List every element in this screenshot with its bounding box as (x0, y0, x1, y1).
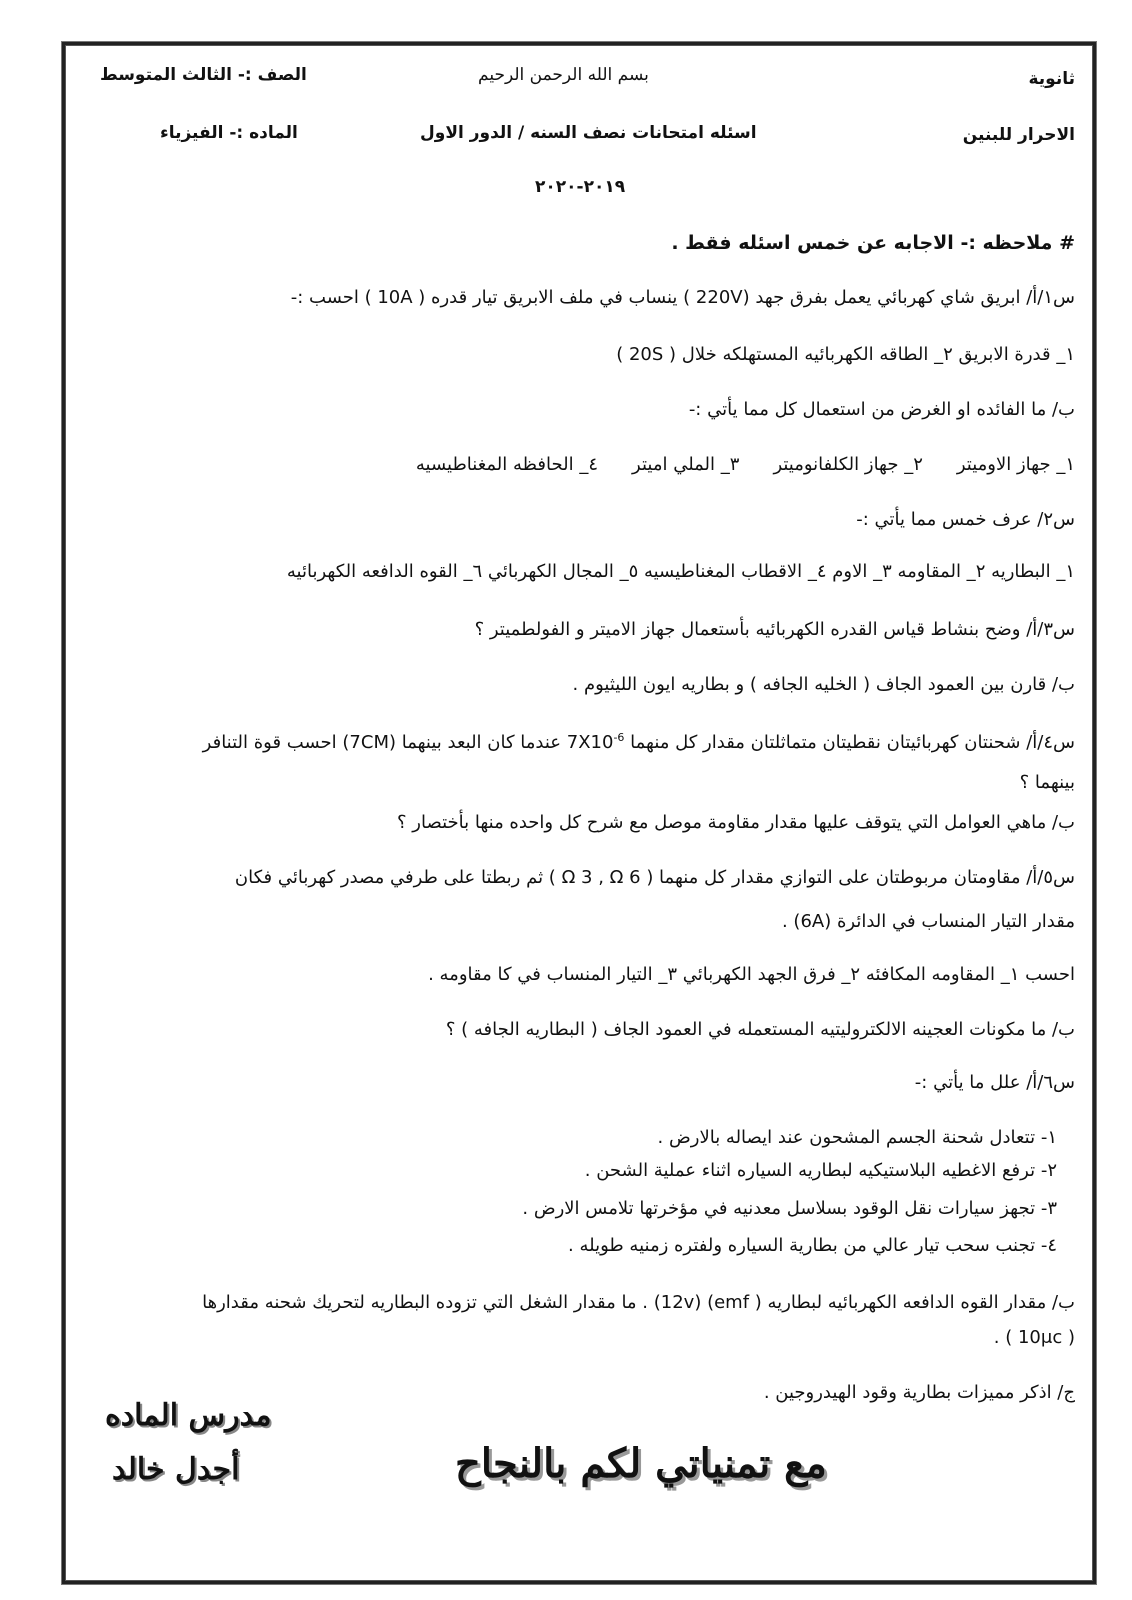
q4-b: ب/ ماهي العوامل التي يتوقف عليها مقدار مقاومة موصل مع شرح كل واحده منها بأختصار ؟ (397, 812, 1075, 833)
q1-a: س١/أ/ ابريق شاي كهربائي يعمل بفرق جهد (220V ) ينساب في ملف الابريق تيار قدره ( 10A ) احسب :- (290, 287, 1075, 308)
q6-b: ب/ مقدار القوه الدافعه الكهربائيه لبطاريه ( emf) (12v) . ما مقدار الشغل التي تزوده البطاريه لتحريك شحنه مقدارها (202, 1292, 1075, 1313)
list-item: ١_ جهاز الاوميتر (956, 454, 1075, 475)
grade-label: الصف :- الثالث المتوسط (100, 65, 307, 85)
teacher-name: أجدل خالد (112, 1452, 240, 1487)
list-item: ١- تتعادل شحنة الجسم المشحون عند ايصاله بالارض . (657, 1127, 1057, 1148)
exam-title: اسئله امتحانات نصف السنه / الدور الاول (420, 123, 757, 143)
charge-base: 7X10 (566, 732, 614, 753)
q2-a: س٢/ عرف خمس مما يأتي :- (856, 509, 1075, 530)
q5-a: س٥/أ/ مقاومتان مربوطتان على التوازي مقدار كل منهما ( Ω 3 , Ω 6 ) ثم ربطتا على طرفي مصدر كهربائي فكان (234, 867, 1075, 888)
q2-items: ١_ البطاريه ٢_ المقاومه ٣_ الاوم ٤_ الاقطاب المغناطيسيه ٥_ المجال الكهربائي ٦_ القوه الدافعه الكهربائيه (286, 561, 1075, 582)
q5-b: ب/ ما مكونات العجينه الالكتروليتيه المستعمله في العمود الجاف ( البطاريه الجافه ) ؟ (445, 1019, 1075, 1040)
q1-b: ب/ ما الفائده او الغرض من استعمال كل مما يأتي :- (688, 399, 1075, 420)
q4-a-cont: بينهما ؟ (1019, 772, 1075, 793)
basmala: بسم الله الرحمن الرحيم (478, 65, 649, 85)
list-item: ٢- ترفع الاغطيه البلاستيكيه لبطاريه السياره اثناء عملية الشحن . (584, 1160, 1057, 1181)
list-item: ٤_ الحافظه المغناطيسيه (415, 454, 599, 475)
charge-value (567, 732, 625, 753)
q3-a: س٣/أ/ وضح بنشاط قياس القدره الكهربائيه بأستعمال جهاز الاميتر و الفولطميتر ؟ (474, 619, 1075, 640)
closing-wish: مع تمنياتي لكم بالنجاح (455, 1440, 827, 1487)
list-item: ٣- تجهز سيارات نقل الوقود بسلاسل معدنيه في مؤخرتها تلامس الارض . (522, 1198, 1057, 1219)
q1-a-items: ١_ قدرة الابريق ٢_ الطاقه الكهربائيه المستهلكه خلال ( 20S ) (616, 344, 1075, 365)
q4-a-text: س٤/أ/ شحنتان كهربائيتان نقطيتان متماثلتان مقدار كل منهما (630, 732, 1075, 753)
q6-b-cont: ( 10μc ) . (993, 1327, 1075, 1348)
list-item: ٢_ جهاز الكلفانوميتر (773, 454, 923, 475)
teacher-title: مدرس الماده (105, 1398, 272, 1433)
q3-b: ب/ قارن بين العمود الجاف ( الخليه الجافه ) و بطاريه ايون الليثيوم . (572, 674, 1075, 695)
exam-year: ٢٠١٩-٢٠٢٠ (535, 177, 626, 197)
list-item: ٤- تجنب سحب تيار عالي من بطارية السياره ولفتره زمنيه طويله . (568, 1235, 1057, 1256)
q6-a: س٦/أ/ علل ما يأتي :- (914, 1072, 1075, 1093)
exam-note: # ملاحظه :- الاجابه عن خمس اسئله فقط . (671, 232, 1075, 254)
q5-calc: احسب ١_ المقاومه المكافئه ٢_ فرق الجهد الكهربائي ٣_ التيار المنساب في كا مقاومه . (428, 964, 1075, 985)
q5-a-cont: مقدار التيار المنساب في الدائرة (6A) . (781, 911, 1075, 932)
charge-exponent: -6 (613, 731, 625, 744)
q1-b-items (382, 452, 1075, 478)
school-name-line2: الاحرار للبنين (962, 125, 1075, 145)
q6-c: ج/ اذكر مميزات بطارية وقود الهيدروجين . (763, 1382, 1075, 1403)
list-item: ٣_ الملي اميتر (632, 454, 740, 475)
q4-a (203, 725, 1075, 756)
q4-a-text-2: عندما كان البعد بينهما (7CM) احسب قوة التنافر (202, 732, 562, 753)
school-name-line1: ثانوية (1028, 69, 1075, 89)
subject-label: الماده :- الفيزياء (160, 123, 298, 143)
